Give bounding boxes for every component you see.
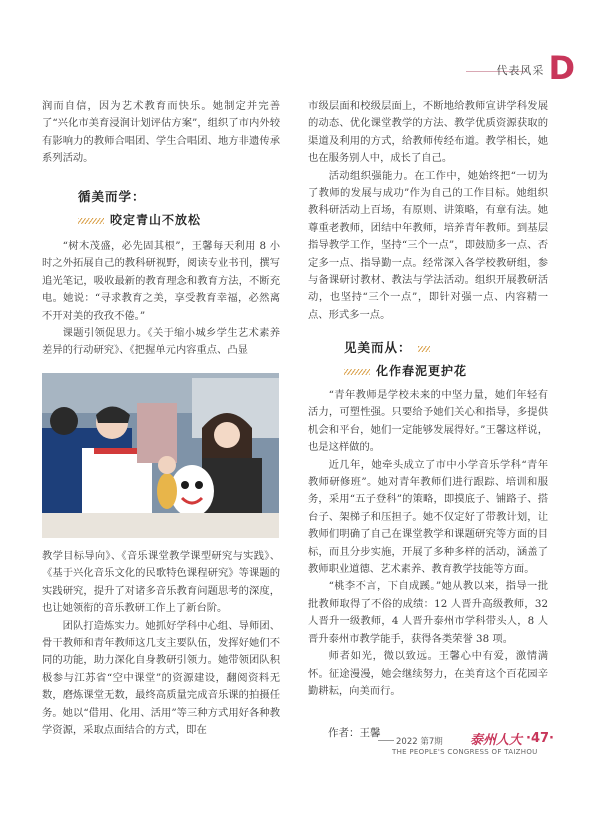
section-letter: D (548, 49, 575, 87)
right-top-text (308, 98, 548, 324)
page-footer (378, 731, 578, 765)
left-top-text (42, 98, 280, 168)
heading-deco-icon (418, 346, 430, 352)
heading-deco-icon (344, 369, 370, 375)
right-paragraph-5: 师者如光，微以致远。王馨心中有爱，激情满怀。征途漫漫，她会继续努力，在美育这个百花园辛勤耕耘，向美而行。 (308, 650, 548, 697)
heading-1-subtitle-row (78, 211, 201, 228)
left-lower-text (42, 548, 280, 739)
footer-rule (378, 740, 394, 741)
heading-1-subtitle: 咬定青山不放松 (110, 213, 202, 227)
right-paragraph-1: 活动组织强能力。在工作中，她始终把“一切为了教师的发展与成功”作为自己的工作目标。她组织教科研活动上百场，有原则、讲策略，有章有法。她尊重老教师，团结中年教师，培养青年教师。到基层指导教学工作，坚持“三个一点”，即鼓励多一点、否定多一点、指导勤一点。经常深入各学校教研组，参与备课研讨教材、教法与学法活动。组织开展教研活动，也坚持“三个一点”，即针对强一点、内容精一点、形式多一点。 (308, 169, 548, 321)
heading-2 (344, 338, 467, 379)
right-paragraph-3: 近几年，她牵头成立了市中小学音乐学科“青年教师研修班”。她对青年教师们进行跟踪、培训和服务，采用“五子登科”的策略，即摸底子、铺路子、搭台子、架梯子和压担子。她不仅定好了带教计划，让教师们明确了自己在课堂教学和课题研究等方面的目标，而且分步实施，开展了多种多样的活动，涵盖了教师职业道德、艺术素养、教育教学技能等方面。 (308, 458, 548, 576)
left-paragraph-1: “树木茂盛，必先固其根”，王馨每天利用 8 小时之外拓展自己的教科研视野，阅读专业书刊，撰写追光笔记，吸收最新的教育理念和教育方法，不断充电。她说：“寻求教育之美，享受教育幸福，必然离不开对美的孜孜不倦。” (42, 240, 280, 322)
left-body-text (42, 238, 280, 360)
left-paragraph-2-cont: 教学目标导向》、《音乐课堂教学课型研究与实践》、《基于兴化音乐文化的民歌特色课程研究》等课题的实践研究，提升了对诸多音乐教育问题思考的深度，也让她领衔的音乐教研工作上了新台阶。 (42, 550, 280, 615)
section-header (496, 49, 575, 87)
right-paragraph-2: “青年教师是学校未来的中坚力量，她们年轻有活力，可塑性强。只要给予她们关心和指导，多提供机会和平台，她们一定能够发展得好。”王馨这样说，也是这样做的。 (308, 389, 548, 454)
magazine-english-name: THE PEOPLE'S CONGRESS OF TAIZHOU (392, 748, 538, 756)
section-title: 代表风采 (496, 64, 545, 77)
right-paragraph-4: “桃李不言，下自成蹊。”她从教以来，指导一批批教师取得了不俗的成绩：12 人晋升高级教师，32 人晋升一级教师，4 人晋升泰州市学科带头人，8 人晋升泰州市教学能手，获得各类荣誉 38 项。 (308, 580, 548, 645)
heading-1-title: 循美而学： (78, 189, 146, 204)
issue-label: 2022 第7期 (396, 737, 443, 747)
heading-2-subtitle-row (344, 362, 467, 379)
classroom-photo-illustration (42, 373, 279, 538)
classroom-photo (42, 373, 279, 538)
page-number: ·47· (526, 731, 554, 746)
left-paragraph-3: 团队打造炼实力。她抓好学科中心组、导师团、骨干教师和青年教师这几支主要队伍，发挥好她们不同的功能，助力深化自身教研引领力。她带领团队积极参与江苏省“空中课堂”的资源建设，翻阅资料无数，磨炼课堂无数，最终高质量完成音乐课的拍摄任务。她以“借用、化用、活用”等三种方式用好各种教学资源，采取点面结合的方式，即在 (42, 619, 280, 737)
heading-deco-icon (78, 218, 104, 224)
left-paragraph-2: 课题引领促思力。《关于缩小城乡学生艺术素养差异的行动研究》、《把握单元内容重点、凸显 (42, 327, 280, 357)
heading-2-title-row (344, 338, 467, 356)
author-credit: 作者：王馨 (328, 727, 381, 739)
heading-2-title: 见美而从： (344, 340, 412, 355)
heading-2-subtitle: 化作春泥更护花 (376, 364, 468, 378)
right-body-text (308, 387, 548, 700)
heading-1 (78, 187, 201, 228)
left-top-paragraph: 润而自信，因为艺术教育而快乐。她制定并完善了“兴化市美育浸润计划评估方案”，组织了市内外较有影响力的教师合唱团、学生合唱团、地方非遗传承系列活动。 (42, 100, 280, 165)
magazine-logo: 泰州人大 (470, 733, 523, 748)
page-number-value: 47 (530, 731, 550, 746)
right-top-paragraph: 市级层面和校级层面上，不断地给教师宣讲学科发展的动态、优化课堂教学的方法、教学优质资源获取的渠道及利用的方式，给教师传经布道。教学相长，她也在服务别人中，成长了自己。 (308, 100, 548, 165)
